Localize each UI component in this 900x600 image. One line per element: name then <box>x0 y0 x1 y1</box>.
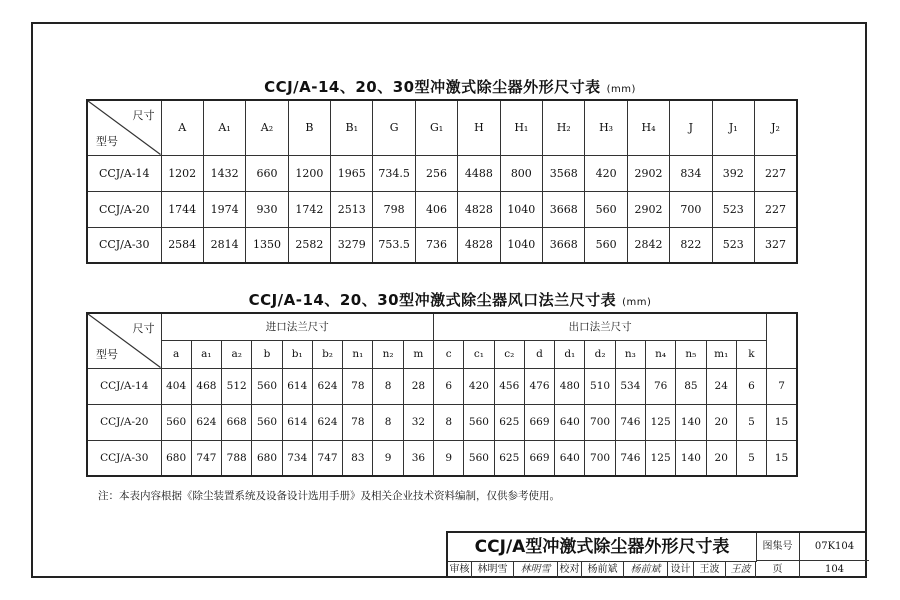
review-signature: 林明雪 <box>514 561 558 578</box>
inlet-col-header: a₁ <box>191 340 221 368</box>
value-cell: 4488 <box>458 155 500 191</box>
value-cell: 456 <box>494 368 524 404</box>
value-cell: 3279 <box>331 227 373 263</box>
outlet-col-header: c₂ <box>494 340 524 368</box>
table1-col-header: A <box>161 100 203 155</box>
table1-col-header: J <box>670 100 712 155</box>
value-cell: 327 <box>754 227 797 263</box>
model-cell: CCJ/A-14 <box>87 368 161 404</box>
value-cell: 680 <box>252 440 282 476</box>
value-cell: 1040 <box>500 191 542 227</box>
outlet-col-header: m₁ <box>706 340 736 368</box>
value-cell: 8 <box>434 404 464 440</box>
table1-col-header: H₁ <box>500 100 542 155</box>
value-cell: 624 <box>191 404 221 440</box>
value-cell: 1974 <box>203 191 245 227</box>
value-cell: 420 <box>464 368 494 404</box>
value-cell: 660 <box>246 155 288 191</box>
table1-corner-size-label: 尺寸 <box>132 109 155 122</box>
table-row <box>87 440 797 476</box>
value-cell: 227 <box>754 191 797 227</box>
value-cell: 140 <box>676 440 706 476</box>
value-cell: 1202 <box>161 155 203 191</box>
model-cell: CCJ/A-30 <box>87 440 161 476</box>
value-cell: 28 <box>403 368 433 404</box>
value-cell: 1432 <box>203 155 245 191</box>
value-cell: 4828 <box>458 191 500 227</box>
value-cell: 256 <box>415 155 457 191</box>
inlet-col-header: b₁ <box>282 340 312 368</box>
outlet-col-header: k <box>736 340 766 368</box>
inlet-col-header: b₂ <box>312 340 342 368</box>
value-cell: 9 <box>373 440 403 476</box>
value-cell: 560 <box>585 227 627 263</box>
table1-col-header: G₁ <box>415 100 457 155</box>
outlet-flange-group-header: 出口法兰尺寸 <box>434 313 767 340</box>
value-cell: 753.5 <box>373 227 415 263</box>
value-cell: 523 <box>712 227 754 263</box>
value-cell: 510 <box>585 368 615 404</box>
table2-title-text: CCJ/A-14、20、30型冲激式除尘器风口法兰尺寸表 <box>248 291 617 309</box>
value-cell: 420 <box>585 155 627 191</box>
value-cell: 560 <box>585 191 627 227</box>
value-cell: 2584 <box>161 227 203 263</box>
atlas-number: 07K104 <box>800 533 869 561</box>
value-cell: 140 <box>676 404 706 440</box>
table1-col-header: B <box>288 100 330 155</box>
value-cell: 8 <box>373 368 403 404</box>
value-cell: 700 <box>670 191 712 227</box>
footnote: 注：本表内容根据《除尘装置系统及设备设计选用手册》及相关企业技术资料编制，仅供参考使用。 <box>98 490 560 502</box>
table1-corner-cell <box>87 100 161 155</box>
outline-dimension-table <box>86 99 798 264</box>
title-block <box>446 531 867 578</box>
value-cell: 78 <box>343 368 373 404</box>
table1-col-header: B₁ <box>331 100 373 155</box>
value-cell: 24 <box>706 368 736 404</box>
value-cell: 747 <box>312 440 342 476</box>
value-cell: 20 <box>706 404 736 440</box>
value-cell: 640 <box>555 404 585 440</box>
value-cell: 624 <box>312 404 342 440</box>
value-cell: 392 <box>712 155 754 191</box>
value-cell: 8 <box>373 404 403 440</box>
table-row <box>87 368 797 404</box>
table1-col-header: G <box>373 100 415 155</box>
value-cell: 834 <box>670 155 712 191</box>
outlet-col-header: c₁ <box>464 340 494 368</box>
check-name: 杨前斌 <box>582 561 624 578</box>
page-label: 页 <box>756 561 800 578</box>
value-cell: 625 <box>494 440 524 476</box>
value-cell: 2902 <box>627 155 669 191</box>
value-cell: 930 <box>246 191 288 227</box>
value-cell: 822 <box>670 227 712 263</box>
inlet-col-header: n₂ <box>373 340 403 368</box>
table1-col-header: H₂ <box>543 100 585 155</box>
check-signature: 杨前斌 <box>624 561 668 578</box>
value-cell: 7 <box>767 368 797 404</box>
outlet-col-header: d₁ <box>555 340 585 368</box>
table1-col-header: H₃ <box>585 100 627 155</box>
table-row <box>87 191 797 227</box>
value-cell: 734.5 <box>373 155 415 191</box>
value-cell: 788 <box>222 440 252 476</box>
value-cell: 560 <box>252 368 282 404</box>
value-cell: 625 <box>494 404 524 440</box>
value-cell: 798 <box>373 191 415 227</box>
value-cell: 614 <box>282 404 312 440</box>
outlet-col-header: n₅ <box>676 340 706 368</box>
value-cell: 76 <box>646 368 676 404</box>
table2-unit: (mm) <box>622 297 652 308</box>
table-row <box>87 404 797 440</box>
model-cell: CCJ/A-30 <box>87 227 161 263</box>
table1-col-header: J₂ <box>754 100 797 155</box>
value-cell: 1350 <box>246 227 288 263</box>
value-cell: 640 <box>555 440 585 476</box>
outlet-col-header: d₂ <box>585 340 615 368</box>
value-cell: 6 <box>434 368 464 404</box>
value-cell: 83 <box>343 440 373 476</box>
check-label: 校对 <box>558 561 582 578</box>
value-cell: 32 <box>403 404 433 440</box>
table1-col-header: H <box>458 100 500 155</box>
value-cell: 3668 <box>543 227 585 263</box>
value-cell: 624 <box>312 368 342 404</box>
value-cell: 669 <box>524 440 554 476</box>
outlet-col-header: n₄ <box>646 340 676 368</box>
model-cell: CCJ/A-20 <box>87 404 161 440</box>
value-cell: 560 <box>464 404 494 440</box>
table1-unit: (mm) <box>606 84 636 95</box>
design-label: 设计 <box>668 561 694 578</box>
table2-group-header-row <box>87 313 797 340</box>
table1-col-header: A₁ <box>203 100 245 155</box>
value-cell: 1200 <box>288 155 330 191</box>
table2-title <box>0 289 900 310</box>
value-cell: 9 <box>434 440 464 476</box>
table1-header-row <box>87 100 797 155</box>
value-cell: 15 <box>767 440 797 476</box>
value-cell: 404 <box>161 368 191 404</box>
table1-title <box>0 76 900 97</box>
inlet-col-header: n₁ <box>343 340 373 368</box>
value-cell: 406 <box>415 191 457 227</box>
value-cell: 480 <box>555 368 585 404</box>
value-cell: 1744 <box>161 191 203 227</box>
value-cell: 125 <box>646 440 676 476</box>
value-cell: 6 <box>736 368 766 404</box>
table1-col-header: J₁ <box>712 100 754 155</box>
value-cell: 5 <box>736 440 766 476</box>
value-cell: 512 <box>222 368 252 404</box>
outlet-col-header: n₃ <box>615 340 645 368</box>
value-cell: 560 <box>161 404 191 440</box>
table-row <box>87 227 797 263</box>
value-cell: 3668 <box>543 191 585 227</box>
value-cell: 125 <box>646 404 676 440</box>
flange-dimension-table <box>86 312 798 477</box>
value-cell: 468 <box>191 368 221 404</box>
value-cell: 2842 <box>627 227 669 263</box>
atlas-number-label: 图集号 <box>756 533 800 561</box>
value-cell: 700 <box>585 440 615 476</box>
value-cell: 560 <box>464 440 494 476</box>
value-cell: 747 <box>191 440 221 476</box>
value-cell: 700 <box>585 404 615 440</box>
value-cell: 2582 <box>288 227 330 263</box>
value-cell: 746 <box>615 404 645 440</box>
review-label: 审核 <box>448 561 472 578</box>
value-cell: 227 <box>754 155 797 191</box>
value-cell: 5 <box>736 404 766 440</box>
value-cell: 523 <box>712 191 754 227</box>
table-row <box>87 155 797 191</box>
model-cell: CCJ/A-14 <box>87 155 161 191</box>
value-cell: 668 <box>222 404 252 440</box>
inlet-flange-group-header: 进口法兰尺寸 <box>161 313 434 340</box>
value-cell: 2513 <box>331 191 373 227</box>
value-cell: 15 <box>767 404 797 440</box>
value-cell: 669 <box>524 404 554 440</box>
table2-corner-model-label: 型号 <box>96 347 118 361</box>
table2-column-header-row <box>87 340 797 368</box>
inlet-col-header: a₂ <box>222 340 252 368</box>
value-cell: 2814 <box>203 227 245 263</box>
outlet-col-header: d <box>524 340 554 368</box>
table1-col-header: A₂ <box>246 100 288 155</box>
table1-corner-model-label: 型号 <box>96 134 118 148</box>
value-cell: 534 <box>615 368 645 404</box>
value-cell: 36 <box>403 440 433 476</box>
outlet-col-header: c <box>434 340 464 368</box>
value-cell: 1965 <box>331 155 373 191</box>
table2-corner-size-label: 尺寸 <box>132 322 155 335</box>
value-cell: 736 <box>415 227 457 263</box>
value-cell: 560 <box>252 404 282 440</box>
value-cell: 734 <box>282 440 312 476</box>
table1-col-header: H₄ <box>627 100 669 155</box>
value-cell: 614 <box>282 368 312 404</box>
value-cell: 3568 <box>543 155 585 191</box>
value-cell: 85 <box>676 368 706 404</box>
value-cell: 680 <box>161 440 191 476</box>
value-cell: 1040 <box>500 227 542 263</box>
inlet-col-header: a <box>161 340 191 368</box>
model-cell: CCJ/A-20 <box>87 191 161 227</box>
value-cell: 2902 <box>627 191 669 227</box>
value-cell: 746 <box>615 440 645 476</box>
value-cell: 20 <box>706 440 736 476</box>
value-cell: 800 <box>500 155 542 191</box>
design-signature: 王波 <box>726 561 756 578</box>
inlet-col-header: b <box>252 340 282 368</box>
value-cell: 1742 <box>288 191 330 227</box>
drawing-title: CCJ/A型冲激式除尘器外形尺寸表 <box>448 533 757 562</box>
value-cell: 78 <box>343 404 373 440</box>
value-cell: 476 <box>524 368 554 404</box>
value-cell: 4828 <box>458 227 500 263</box>
table1-title-text: CCJ/A-14、20、30型冲激式除尘器外形尺寸表 <box>264 78 601 96</box>
table2-corner-cell <box>87 313 161 368</box>
inlet-col-header: m <box>403 340 433 368</box>
design-name: 王波 <box>694 561 726 578</box>
review-name: 林明雪 <box>472 561 514 578</box>
page-number: 104 <box>824 564 845 575</box>
